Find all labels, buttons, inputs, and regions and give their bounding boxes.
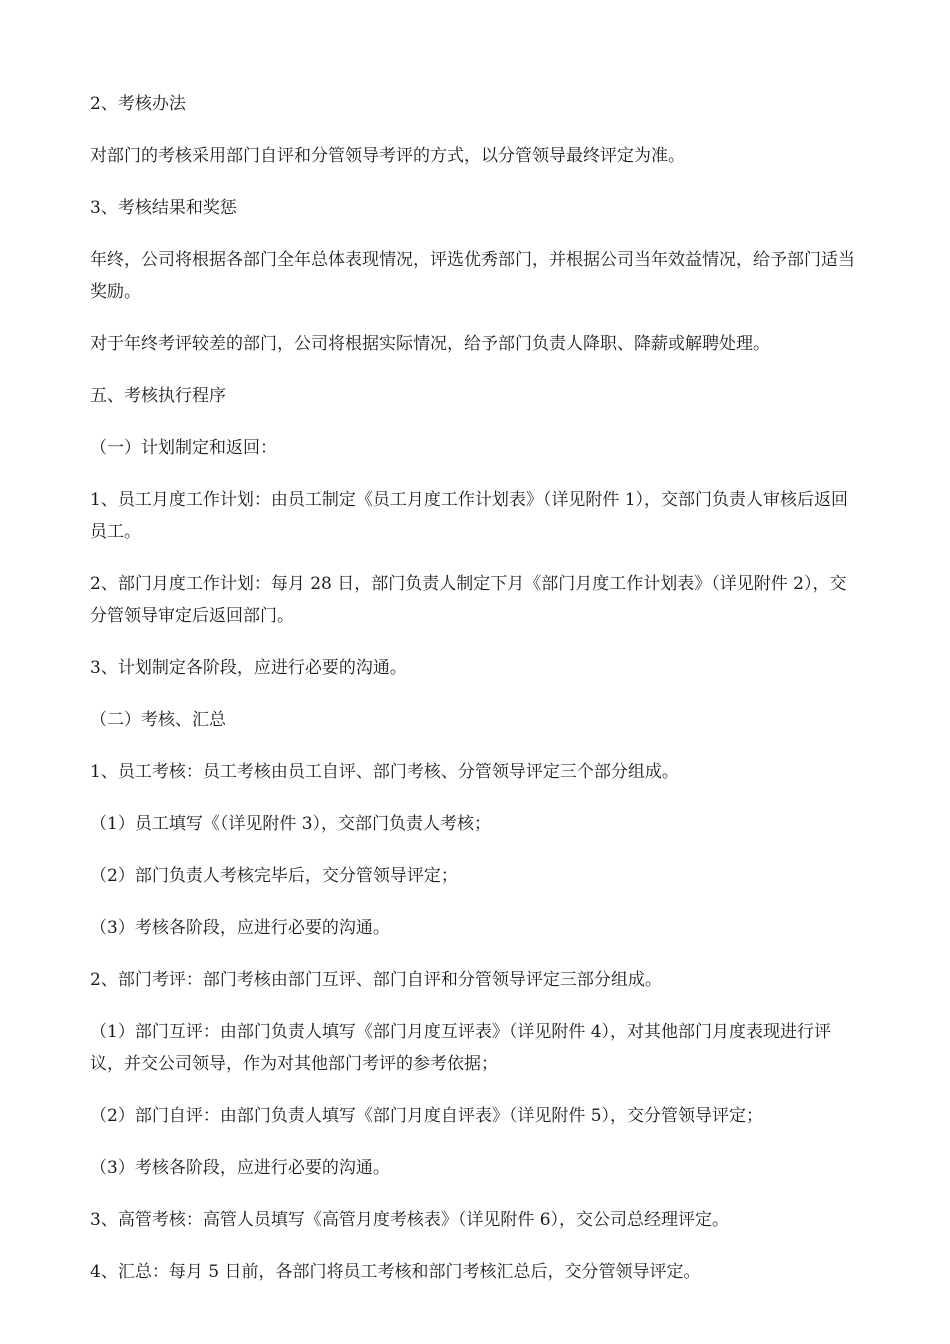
paragraph-employee-monthly-plan: 1、员工月度工作计划：由员工制定《员工月度工作计划表》（详见附件 1），交部门负责人审核后返回员工。	[90, 490, 849, 542]
paragraph-summary: 4、汇总：每月 5 日前，各部门将员工考核和部门考核汇总后，交分管领导评定。	[90, 1262, 701, 1282]
list-item-department-self-review: （2）部门自评：由部门负责人填写《部门月度自评表》（详见附件 5），交分管领导评定；	[90, 1106, 764, 1126]
paragraph-executive-assessment: 3、高管考核：高管人员填写《高管月度考核表》（详见附件 6），交公司总经理评定。	[90, 1210, 730, 1230]
subsection-heading-assessment-summary: （二）考核、汇总	[90, 710, 226, 730]
section-heading-results-rewards: 3、考核结果和奖惩	[90, 198, 237, 218]
paragraph-department-monthly-plan: 2、部门月度工作计划：每月 28 日，部门负责人制定下月《部门月度工作计划表》（详见附件 2），交分管领导审定后返回部门。	[90, 574, 847, 626]
paragraph-year-end-rewards: 年终，公司将根据各部门全年总体表现情况，评选优秀部门，并根据公司当年效益情况，给予部门适当奖励。	[90, 250, 855, 302]
paragraph-department-evaluation: 2、部门考评：部门考核由部门互评、部门自评和分管领导评定三部分组成。	[90, 970, 662, 990]
subsection-heading-planning: （一）计划制定和返回：	[90, 438, 277, 458]
paragraph-employee-assessment: 1、员工考核：员工考核由员工自评、部门考核、分管领导评定三个部分组成。	[90, 762, 679, 782]
list-item-manager-review: （2）部门负责人考核完毕后，交分管领导评定；	[90, 866, 458, 886]
section-heading-assessment-method: 2、考核办法	[90, 94, 186, 114]
list-item-assessment-communication: （3）考核各阶段，应进行必要的沟通。	[90, 918, 390, 938]
list-item-department-communication: （3）考核各阶段，应进行必要的沟通。	[90, 1158, 390, 1178]
paragraph-planning-communication: 3、计划制定各阶段，应进行必要的沟通。	[90, 658, 407, 678]
paragraph-year-end-penalties: 对于年终考评较差的部门，公司将根据实际情况，给予部门负责人降职、降薪或解聘处理。	[90, 334, 770, 354]
document-body	[90, 88, 860, 1308]
list-item-employee-fill-form: （1）员工填写《（详见附件 3），交部门负责人考核；	[90, 814, 492, 834]
section-heading-procedure: 五、考核执行程序	[90, 386, 226, 406]
list-item-department-peer-review: （1）部门互评：由部门负责人填写《部门月度互评表》（详见附件 4），对其他部门月度表现进行评议，并交公司领导，作为对其他部门考评的参考依据；	[90, 1022, 832, 1074]
paragraph-department-assessment: 对部门的考核采用部门自评和分管领导考评的方式，以分管领导最终评定为准。	[90, 146, 685, 166]
